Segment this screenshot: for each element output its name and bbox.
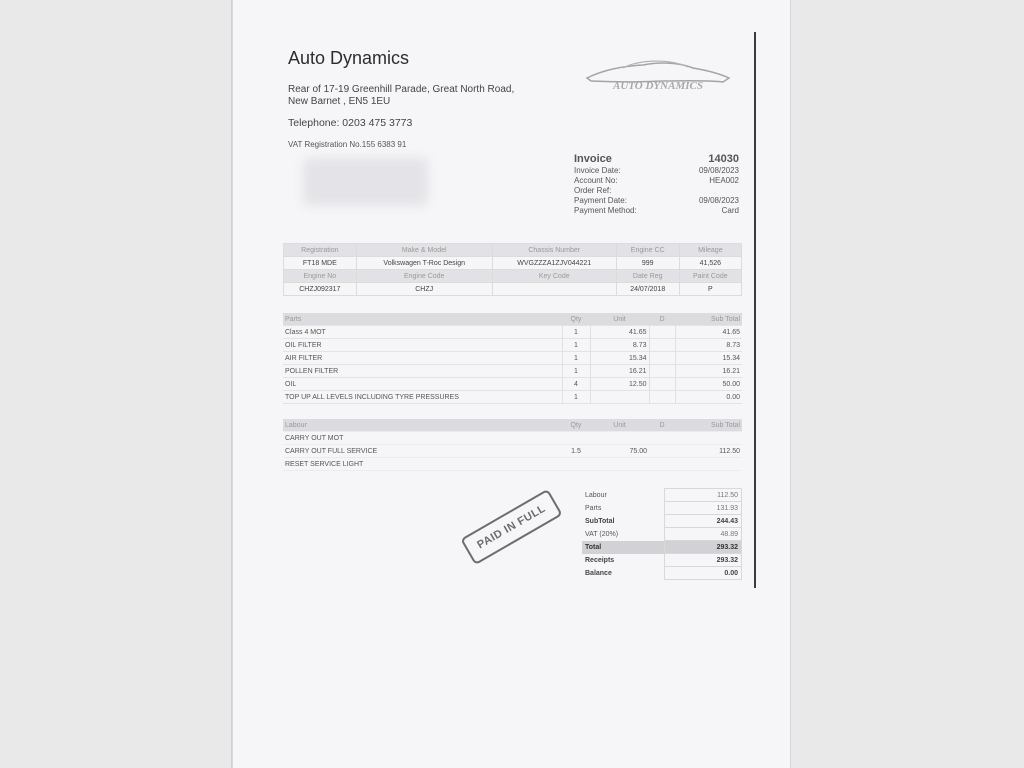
part-qty: 1 [562, 365, 590, 378]
company-address [288, 84, 558, 108]
totals-value: 244.43 [665, 515, 742, 528]
totals-row [582, 541, 742, 554]
field-label: Invoice Date: [574, 166, 621, 175]
field-value: 09/08/2023 [698, 166, 739, 175]
totals-value: 0.00 [665, 567, 742, 580]
table-row [283, 445, 742, 458]
totals-label: Receipts [585, 556, 615, 564]
totals-value: 293.32 [665, 541, 742, 554]
table-row [283, 391, 742, 404]
part-discount [649, 352, 675, 365]
header-cell: Sub Total [675, 313, 742, 326]
part-qty: 4 [562, 378, 590, 391]
table-row [283, 458, 742, 471]
invoice-field-row [574, 166, 739, 176]
parts-table [283, 313, 742, 404]
invoice-title: Invoice [574, 153, 612, 165]
part-qty: 1 [562, 339, 590, 352]
labour-table [283, 419, 742, 471]
header-cell: Make & Model [356, 244, 492, 257]
part-desc: POLLEN FILTER [283, 365, 562, 378]
part-desc: Class 4 MOT [283, 326, 562, 339]
vehicle-data-row [284, 283, 742, 296]
right-margin-line [754, 32, 756, 588]
part-discount [649, 326, 675, 339]
labour-discount [649, 432, 675, 445]
part-subtotal: 16.21 [675, 365, 742, 378]
vat-registration: VAT Registration No.155 6383 91 [288, 140, 407, 149]
labour-header-row [283, 419, 742, 432]
part-subtotal: 41.65 [675, 326, 742, 339]
vehicle-header-row [284, 244, 742, 257]
engine-cc: 999 [616, 257, 679, 270]
field-value: 09/08/2023 [698, 196, 739, 205]
totals-row [582, 528, 742, 541]
mileage: 41,526 [679, 257, 741, 270]
invoice-details [574, 152, 739, 216]
table-row [283, 326, 742, 339]
labour-subtotal: 112.50 [675, 445, 742, 458]
totals-row [582, 489, 742, 502]
totals-row [582, 554, 742, 567]
field-value: HEA002 [709, 176, 739, 185]
header-cell: D [649, 419, 675, 432]
labour-qty [562, 432, 590, 445]
header-cell: Parts [283, 313, 562, 326]
part-qty: 1 [562, 391, 590, 404]
invoice-field-row [574, 206, 739, 216]
labour-subtotal [675, 432, 742, 445]
labour-desc: CARRY OUT MOT [283, 432, 562, 445]
header-cell: Paint Code [679, 270, 741, 283]
part-discount [649, 365, 675, 378]
invoice-field-row [574, 196, 739, 206]
header-cell: Unit [590, 313, 649, 326]
invoice-page [233, 0, 790, 768]
table-row [283, 432, 742, 445]
company-telephone: Telephone: 0203 475 3773 [288, 117, 413, 129]
address-line-2: New Barnet , EN5 1EU [288, 96, 391, 107]
part-unit: 15.34 [590, 352, 649, 365]
header-cell: Engine Code [356, 270, 492, 283]
part-qty: 1 [562, 326, 590, 339]
header-cell: D [649, 313, 675, 326]
header-cell: Qty [562, 419, 590, 432]
part-unit: 8.73 [590, 339, 649, 352]
field-label: Payment Date: [574, 196, 627, 205]
header-cell: Date Reg [616, 270, 679, 283]
totals-label: SubTotal [585, 517, 615, 525]
part-subtotal: 8.73 [675, 339, 742, 352]
key-code [492, 283, 616, 296]
labour-subtotal [675, 458, 742, 471]
header-cell: Sub Total [675, 419, 742, 432]
totals-value: 293.32 [665, 554, 742, 567]
header-cell: Registration [284, 244, 357, 257]
invoice-field-row [574, 176, 739, 186]
part-subtotal: 0.00 [675, 391, 742, 404]
totals-label: Labour [585, 491, 607, 499]
paid-in-full-stamp: PAID IN FULL [460, 489, 562, 565]
totals-label: Parts [585, 504, 602, 512]
totals-value: 112.50 [665, 489, 742, 502]
address-line-1: Rear of 17-19 Greenhill Parade, Great North Road, [288, 84, 515, 95]
registration: FT18 MDE [284, 257, 357, 270]
header-cell: Qty [562, 313, 590, 326]
totals-label: Balance [585, 569, 612, 577]
make-model: Volkswagen T-Roc Design [356, 257, 492, 270]
table-row [283, 365, 742, 378]
labour-qty [562, 458, 590, 471]
labour-unit [590, 458, 649, 471]
part-discount [649, 378, 675, 391]
totals-row [582, 515, 742, 528]
labour-qty: 1.5 [562, 445, 590, 458]
totals-label: VAT (20%) [585, 530, 619, 538]
header-cell: Mileage [679, 244, 741, 257]
labour-discount [649, 445, 675, 458]
part-discount [649, 391, 675, 404]
field-label: Account No: [574, 176, 618, 185]
part-discount [649, 339, 675, 352]
part-unit: 16.21 [590, 365, 649, 378]
company-name: Auto Dynamics [288, 48, 410, 68]
part-subtotal: 50.00 [675, 378, 742, 391]
engine-code: CHZJ [356, 283, 492, 296]
field-label: Payment Method: [574, 206, 637, 215]
part-unit: 41.65 [590, 326, 649, 339]
part-unit [590, 391, 649, 404]
header-cell: Key Code [492, 270, 616, 283]
labour-discount [649, 458, 675, 471]
vehicle-header-row [284, 270, 742, 283]
totals-value: 131.93 [665, 502, 742, 515]
parts-header-row [283, 313, 742, 326]
part-subtotal: 15.34 [675, 352, 742, 365]
header-cell: Engine CC [616, 244, 679, 257]
header-cell: Unit [590, 419, 649, 432]
totals-value: 48.89 [665, 528, 742, 541]
labour-desc: CARRY OUT FULL SERVICE [283, 445, 562, 458]
chassis-number: WVGZZZA1ZJV044221 [492, 257, 616, 270]
labour-desc: RESET SERVICE LIGHT [283, 458, 562, 471]
vehicle-table [283, 243, 742, 296]
invoice-number: 14030 [708, 153, 739, 165]
vehicle-data-row [284, 257, 742, 270]
labour-unit: 75.00 [590, 445, 649, 458]
part-desc: TOP UP ALL LEVELS INCLUDING TYRE PRESSURES [283, 391, 562, 404]
totals-label: Total [582, 541, 665, 554]
header-cell: Chassis Number [492, 244, 616, 257]
totals-row [582, 567, 742, 580]
engine-no: CHZJ092317 [284, 283, 357, 296]
date-reg: 24/07/2018 [616, 283, 679, 296]
part-desc: OIL [283, 378, 562, 391]
header-cell: Engine No [284, 270, 357, 283]
part-qty: 1 [562, 352, 590, 365]
logo-text: AUTO DYNAMICS [613, 80, 703, 92]
car-logo [583, 56, 733, 96]
totals-row [582, 502, 742, 515]
table-row [283, 352, 742, 365]
invoice-field-row [574, 186, 739, 196]
header-cell: Labour [283, 419, 562, 432]
part-unit: 12.50 [590, 378, 649, 391]
part-desc: OIL FILTER [283, 339, 562, 352]
table-row [283, 378, 742, 391]
field-value: Card [721, 206, 739, 215]
paint-code: P [679, 283, 741, 296]
table-row [283, 339, 742, 352]
part-desc: AIR FILTER [283, 352, 562, 365]
redacted-customer-address [303, 158, 428, 206]
field-label: Order Ref: [574, 186, 612, 195]
totals-table [582, 488, 742, 580]
labour-unit [590, 432, 649, 445]
